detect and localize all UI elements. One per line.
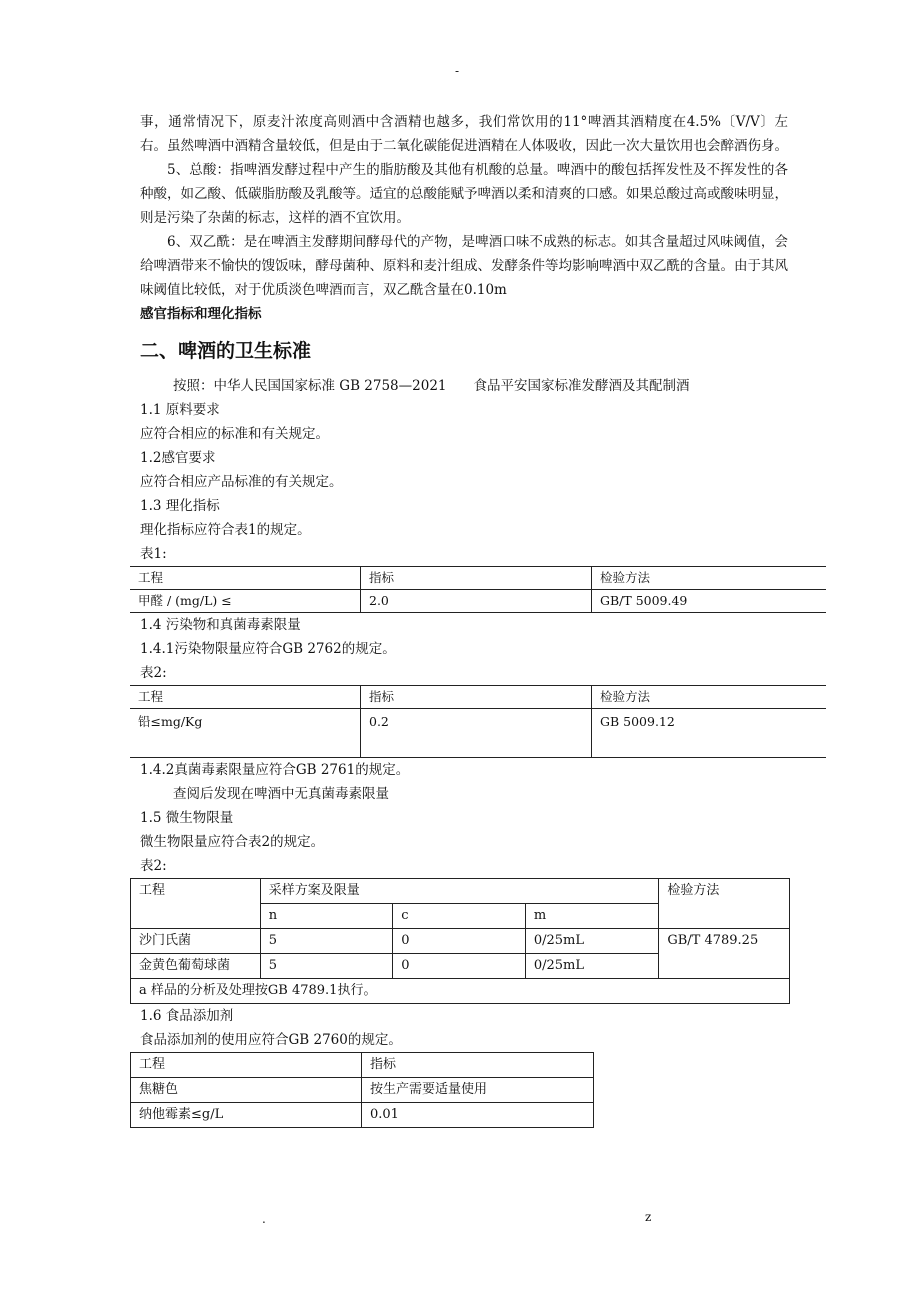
- table-cell: 按生产需要适量使用: [362, 1078, 594, 1103]
- table-footnote: a 样品的分析及处理按GB 4789.1执行。: [131, 979, 790, 1004]
- table-row: [130, 590, 826, 613]
- table2-caption: 表2:: [140, 665, 167, 681]
- table-cell: 纳他霉素≤g/L: [131, 1103, 362, 1128]
- table-cell: 0: [393, 954, 526, 979]
- table-cell: GB/T 5009.49: [592, 590, 827, 613]
- table-cell: 0: [393, 929, 526, 954]
- paragraph-total-acid: 5、总酸：指啤酒发酵过程中产生的脂肪酸及其他有机酸的总量。啤酒中的酸包括挥发性及不挥发性的各种酸，如乙酸、低碳脂肪酸及乳酸等。适宜的总酸能赋予啤酒以柔和清爽的口感。如果总酸过高或酸味明显，则是污染了杂菌的标志，这样的酒不宜饮用。: [140, 162, 788, 226]
- table-header-cell: 检验方法: [592, 567, 827, 590]
- footer-left-mark: .: [262, 1212, 266, 1226]
- table-row: [131, 929, 790, 954]
- table-cell: 铅≤mg/Kg: [130, 709, 361, 758]
- table-contaminants: [130, 685, 826, 758]
- item-1-5-text: 微生物限量应符合表2的规定。: [140, 834, 325, 850]
- table-cell: 2.0: [361, 590, 592, 613]
- table-header-cell: 采样方案及限量: [260, 879, 659, 904]
- table-subheader-cell: c: [393, 904, 526, 929]
- item-1-2-text: 应符合相应产品标准的有关规定。: [140, 474, 343, 490]
- table-cell: GB/T 4789.25: [659, 929, 790, 979]
- table-subheader-cell: m: [525, 904, 658, 929]
- item-1-4-1: 1.4.1污染物限量应符合GB 2762的规定。: [140, 641, 396, 657]
- table-cell: 0.2: [361, 709, 592, 758]
- paragraph-diacetyl: 6、双乙酰：是在啤酒主发酵期间酵母代的产物，是啤酒口味不成熟的标志。如其含量超过风味阈值，会给啤酒带来不愉快的馊饭味，酵母菌种、原料和麦汁组成、发酵条件等均影响啤酒中双乙酰的含量。由于其风味阈值比较低，对于优质淡色啤酒而言，双乙酰含量在0.10m: [140, 234, 788, 298]
- table-header-cell: 检验方法: [659, 879, 790, 929]
- table-row: [130, 709, 826, 758]
- table-row: [131, 1103, 594, 1128]
- footer-right-mark: z: [645, 1210, 652, 1224]
- table-header-cell: 指标: [361, 686, 592, 709]
- table-subheader-cell: n: [260, 904, 393, 929]
- item-1-1-text: 应符合相应的标准和有关规定。: [140, 426, 329, 442]
- table3-caption: 表2:: [140, 858, 167, 874]
- sensory-indicators-heading: 感官指标和理化指标: [140, 306, 262, 322]
- standard-basis: 按照：中华人民国国家标准 GB 2758—2021 食品平安国家标准发酵酒及其配制酒: [173, 378, 690, 394]
- item-1-1: 1.1 原料要求: [140, 402, 220, 418]
- table-cell: GB 5009.12: [592, 709, 827, 758]
- table-physicochemical: [130, 566, 826, 613]
- item-1-4: 1.4 污染物和真菌毒素限量: [140, 617, 301, 633]
- item-1-5: 1.5 微生物限量: [140, 810, 234, 826]
- item-1-6: 1.6 食品添加剂: [140, 1008, 234, 1024]
- paragraph-alcohol: 事，通常情况下，原麦汁浓度高则酒中含酒精也越多，我们常饮用的11°啤酒其酒精度在4.5%〔V/V〕左右。虽然啤酒中酒精含量较低，但是由于二氧化碳能促进酒精在人体吸收，因此一次大量饮用也会醉酒伤身。: [140, 114, 788, 154]
- item-1-6-text: 食品添加剂的使用应符合GB 2760的规定。: [140, 1032, 402, 1048]
- table-header-cell: 检验方法: [592, 686, 827, 709]
- table-header-cell: 工程: [131, 1053, 362, 1078]
- item-1-3: 1.3 理化指标: [140, 498, 220, 514]
- header-mark: -: [455, 64, 460, 78]
- table-header-cell: 工程: [131, 879, 261, 929]
- item-1-4-2: 1.4.2真菌毒素限量应符合GB 2761的规定。: [140, 762, 410, 778]
- table-header-cell: 指标: [361, 567, 592, 590]
- item-1-4-2-note: 查阅后发现在啤酒中无真菌毒素限量: [173, 786, 389, 802]
- table-cell: 5: [260, 954, 393, 979]
- table-cell: 0/25mL: [525, 954, 658, 979]
- table-cell: 0.01: [362, 1103, 594, 1128]
- table-header-cell: 工程: [130, 686, 361, 709]
- table-row: [131, 1078, 594, 1103]
- table-additives: [130, 1052, 594, 1128]
- table-cell: 0/25mL: [525, 929, 658, 954]
- document-body: [140, 110, 788, 1128]
- item-1-3-text: 理化指标应符合表1的规定。: [140, 522, 311, 538]
- table-header-cell: 指标: [362, 1053, 594, 1078]
- table-cell: 焦糖色: [131, 1078, 362, 1103]
- table-microbial: [130, 878, 790, 1004]
- table-cell: 5: [260, 929, 393, 954]
- item-1-2: 1.2感官要求: [140, 450, 216, 466]
- table1-caption: 表1:: [140, 546, 167, 562]
- table-cell: 沙门氏菌: [131, 929, 261, 954]
- table-cell: 金黄色葡萄球菌: [131, 954, 261, 979]
- table-header-cell: 工程: [130, 567, 361, 590]
- section-heading: 二、啤酒的卫生标准: [140, 340, 312, 362]
- table-cell: 甲醛 / (mg/L) ≤: [130, 590, 361, 613]
